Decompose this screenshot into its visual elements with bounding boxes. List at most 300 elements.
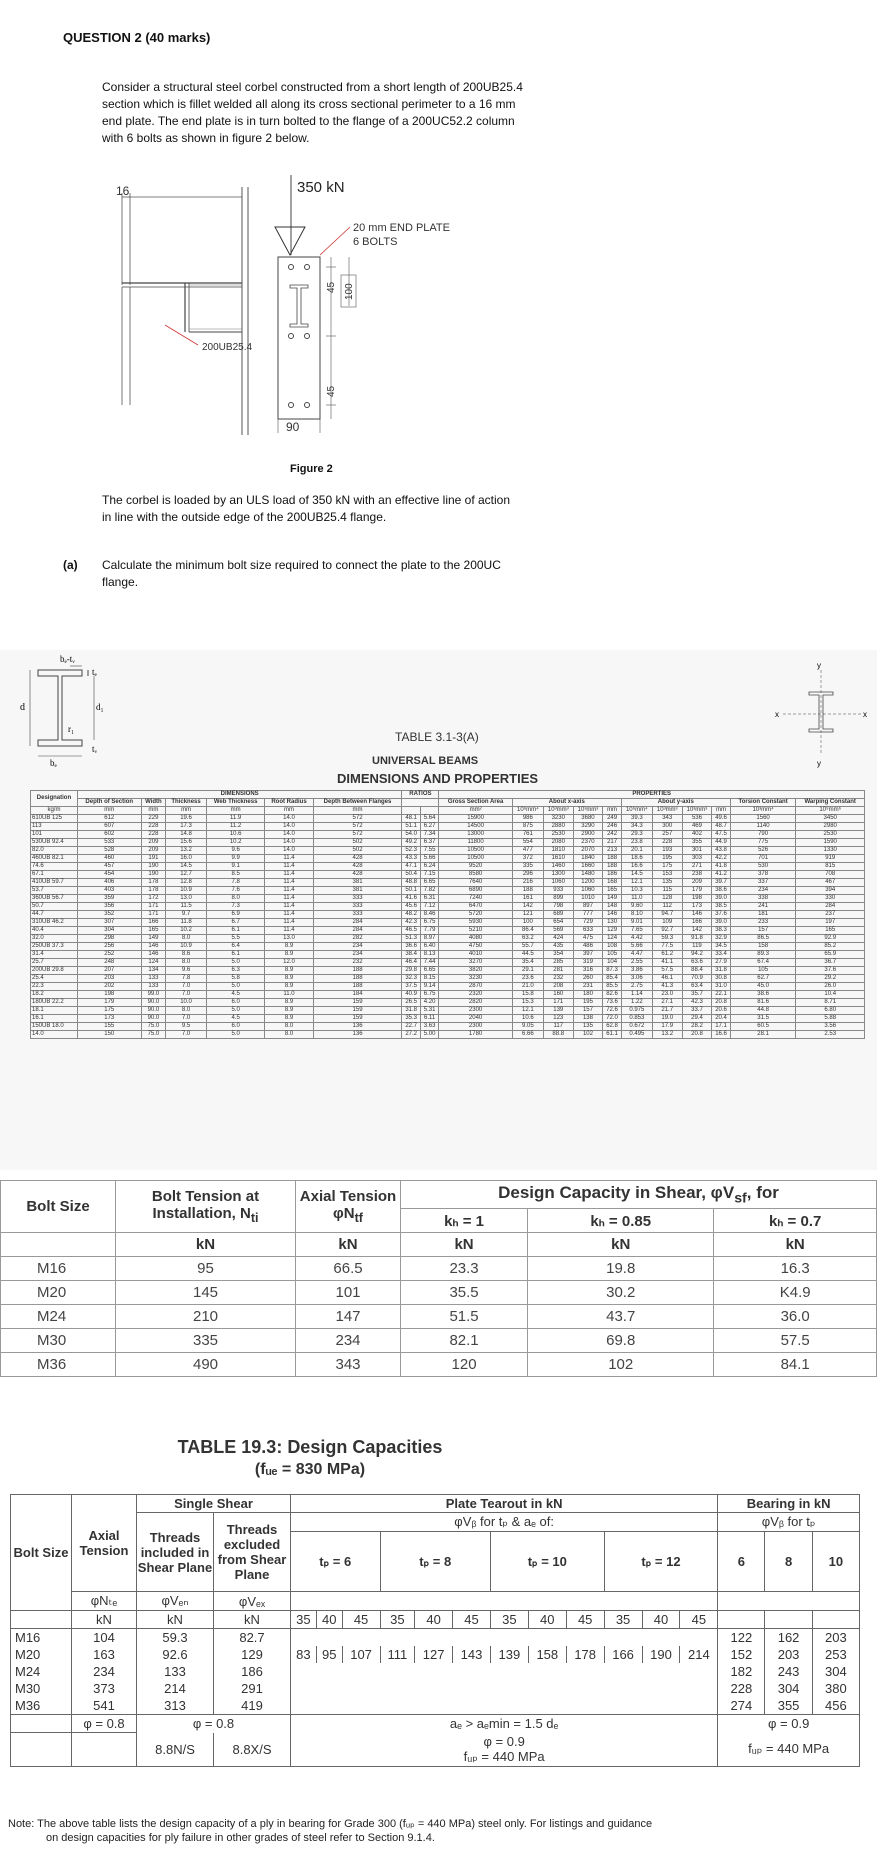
ub-cell: 701	[730, 855, 796, 863]
ub-cell: 44.9	[712, 839, 730, 847]
label-d: d	[20, 702, 25, 713]
ub-cell: 7.0	[166, 1031, 207, 1039]
ub-cell: 6.24	[420, 863, 438, 871]
ub-cell: 15.3	[512, 999, 543, 1007]
ub-cell: 149	[141, 935, 166, 943]
ub-cell: 5.5	[206, 935, 265, 943]
ub-cell: 14.0	[265, 839, 313, 847]
t2-bearing-sub: φVᵦ for tₚ	[718, 1513, 860, 1532]
ub-cell: 60.5	[730, 1023, 796, 1031]
ub-cell: 8.9	[265, 943, 313, 951]
bolt-value-cell: K4.9	[714, 1281, 877, 1305]
ub-cell: 41.1	[652, 959, 682, 967]
col-depth-between: Depth Between Flanges	[313, 799, 402, 807]
ub-cell: 3680	[573, 815, 603, 823]
ub-cell: 11.4	[265, 903, 313, 911]
t2-footer-fup-tear: fᵤₚ = 440 MPa	[463, 1748, 545, 1764]
t2-b8: 8	[765, 1532, 812, 1592]
ub-cell: 5.66	[420, 855, 438, 863]
ub-cell: 356	[77, 903, 141, 911]
ub-cell: 166	[141, 919, 166, 927]
bolt-hole	[305, 403, 310, 408]
ub-unit-cell: 10³mm³	[543, 807, 573, 815]
ub-cell: 2820	[439, 999, 512, 1007]
ub-cell: 11.0	[621, 895, 652, 903]
t2-axial-header: Axial Tension	[72, 1495, 137, 1592]
ub-cell: 146	[141, 951, 166, 959]
ub-cell: 73.6	[603, 999, 621, 1007]
ub-cell: 17.9	[652, 1023, 682, 1031]
ub-cell: 15900	[439, 815, 512, 823]
unit-cell: kN	[401, 1233, 528, 1257]
bolt-value-cell: 95	[116, 1257, 296, 1281]
ub-cell: 5.88	[796, 1015, 865, 1023]
ub-cell: 155	[77, 1023, 141, 1031]
ub-table-row	[31, 911, 865, 919]
ub-cell: 394	[796, 887, 865, 895]
ub-cell: 14.5	[621, 871, 652, 879]
ub-cell: 157	[730, 927, 796, 935]
ub-cell: 21.0	[512, 983, 543, 991]
t2-bearing: 152	[718, 1646, 765, 1663]
ub-cell: 6.3	[206, 967, 265, 975]
ub-cell: 5.0	[206, 983, 265, 991]
t2-phi-ntf: φNₜₑ	[72, 1592, 137, 1611]
t2-tearout: 166	[604, 1646, 642, 1663]
bolt-value-cell: 120	[401, 1353, 528, 1377]
ub-cell: 72.6	[603, 1007, 621, 1015]
ub-cell: 248	[77, 959, 141, 967]
shear-text: Design Capacity in Shear, φV	[498, 1183, 735, 1202]
ub-cell: 8.97	[420, 935, 438, 943]
ub-cell: 338	[730, 895, 796, 903]
ub-cell: 502	[313, 839, 402, 847]
dim-90: 90	[286, 420, 300, 434]
ub-cell: 612	[77, 815, 141, 823]
ub-cell: 2320	[439, 991, 512, 999]
ub-cell: 31.0	[712, 983, 730, 991]
t2-bolt-size: M16	[11, 1629, 72, 1647]
ub-cell: 161	[512, 895, 543, 903]
ub-cell: 6.1	[206, 927, 265, 935]
ub-unit-cell: 10⁶mm⁴	[512, 807, 543, 815]
ub-cell: 8.10	[621, 911, 652, 919]
ub-cell: 195	[573, 999, 603, 1007]
ub-cell: 75.0	[141, 1023, 166, 1031]
ub-cell: 14.0	[265, 815, 313, 823]
ub-cell: 94.2	[682, 951, 712, 959]
ub-cell: 355	[682, 839, 712, 847]
ub-cell: 48.8	[402, 879, 420, 887]
ub-cell: 191	[141, 855, 166, 863]
ub-cell: 7.15	[420, 871, 438, 879]
ub-cell: 2530	[543, 831, 573, 839]
ub-designation: 74.6	[31, 863, 78, 871]
load-label: 350 kN	[297, 179, 345, 196]
ub-cell: 37.6	[712, 911, 730, 919]
ub-cell: 129	[603, 927, 621, 935]
plate-note-1: 20 mm END PLATE	[353, 222, 450, 234]
ub-cell: 38.4	[402, 951, 420, 959]
t2-tearout-blank	[291, 1697, 718, 1715]
t2-ae-cell: 40	[415, 1611, 453, 1629]
t2-footer-ae: aₑ > aₑmin = 1.5 dₑ	[291, 1715, 718, 1733]
ub-cell: 10.0	[166, 999, 207, 1007]
ub-cell: 2880	[543, 823, 573, 831]
ub-cell: 8.0	[265, 1031, 313, 1039]
ub-cell: 158	[730, 943, 796, 951]
col-properties: PROPERTIES	[439, 791, 865, 799]
ub-cell: 14.0	[265, 823, 313, 831]
bolt-value-cell: 51.5	[401, 1305, 528, 1329]
axial-tension-header	[296, 1181, 401, 1233]
ub-table-row	[31, 959, 865, 967]
ub-cell: 875	[512, 823, 543, 831]
ub-cell: 5.0	[206, 959, 265, 967]
t2-bearing: 304	[812, 1663, 859, 1680]
ub-cell: 19.0	[652, 1015, 682, 1023]
ub-cell: 35.4	[512, 959, 543, 967]
ub-cell: 31.8	[402, 1007, 420, 1015]
figure-2-diagram	[90, 175, 570, 435]
ub-cell: 134	[141, 967, 166, 975]
ub-cell: 47.5	[712, 831, 730, 839]
ub-cell: 50.4	[402, 871, 420, 879]
ub-cell: 602	[77, 831, 141, 839]
t2-ae-cell: 35	[380, 1611, 415, 1629]
ub-cell: 300	[652, 823, 682, 831]
ub-cell: 1060	[573, 887, 603, 895]
part-a-label: (a)	[63, 558, 78, 572]
ub-cell: 3270	[439, 959, 512, 967]
ub-cell: 133	[141, 975, 166, 983]
ub-cell: 354	[543, 951, 573, 959]
ub-cell: 46.5	[402, 927, 420, 935]
ub-cell: 8.0	[206, 895, 265, 903]
ub-cell: 296	[512, 871, 543, 879]
ub-cell: 607	[77, 823, 141, 831]
ub-cell: 9.14	[420, 983, 438, 991]
ub-cell: 4.42	[621, 935, 652, 943]
plate-note-2: 6 BOLTS	[353, 236, 398, 248]
col-thickness: Thickness	[166, 799, 207, 807]
bolt-value-cell: 35.5	[401, 1281, 528, 1305]
ub-cell: 1330	[796, 847, 865, 855]
t2-tearout: 83	[291, 1646, 317, 1663]
bolt-size-header: Bolt Size	[1, 1181, 116, 1233]
ub-cell: 166	[682, 919, 712, 927]
ub-cell: 2900	[573, 831, 603, 839]
ub-cell: 188	[313, 967, 402, 975]
ub-cell: 502	[313, 847, 402, 855]
part-a-line: flange.	[102, 575, 139, 589]
t2-bolt-size: M36	[11, 1697, 72, 1715]
ub-cell: 9520	[439, 863, 512, 871]
ub-cell: 37.6	[796, 967, 865, 975]
ub-cell: 231	[573, 983, 603, 991]
ub-cell: 333	[313, 895, 402, 903]
bolt-value-cell: 43.7	[528, 1305, 714, 1329]
ub-cell: 109	[652, 919, 682, 927]
ub-cell: 26.5	[402, 999, 420, 1007]
t2-shear-inc: 214	[137, 1680, 214, 1697]
ub-cell: 8.0	[166, 959, 207, 967]
ub-cell: 1780	[439, 1031, 512, 1039]
ub-cell: 188	[313, 975, 402, 983]
t2-footer-phi-tear: φ = 0.9	[483, 1733, 525, 1749]
ub-cell: 381	[313, 879, 402, 887]
ub-cell: 124	[141, 959, 166, 967]
t2-tearout-blank	[291, 1680, 718, 1697]
ub-table-row	[31, 895, 865, 903]
bolt-value-cell: 66.5	[296, 1257, 401, 1281]
ub-cell: 7.55	[420, 847, 438, 855]
ub-cell: 38.6	[730, 991, 796, 999]
ub-cell: 181	[730, 911, 796, 919]
ub-cell: 75.0	[141, 1031, 166, 1039]
ub-cell: 899	[543, 895, 573, 903]
t2-ae-cell: 45	[566, 1611, 604, 1629]
t2-empty	[718, 1611, 765, 1629]
t2-empty	[765, 1611, 812, 1629]
ub-cell: 38.6	[712, 887, 730, 895]
ub-cell: 6.1	[206, 951, 265, 959]
ub-cell: 335	[512, 863, 543, 871]
ub-cell: 467	[796, 879, 865, 887]
bolt-value-cell: 490	[116, 1353, 296, 1377]
t2-tearout: 111	[380, 1646, 415, 1663]
ub-cell: 8.0	[166, 1007, 207, 1015]
ub-cell: 8.0	[166, 935, 207, 943]
ub-cell: 238	[682, 871, 712, 879]
t2-bolt-size-header: Bolt Size	[11, 1495, 72, 1611]
dim-45-top: 45	[326, 281, 337, 293]
ub-designation: 410UB 59.7	[31, 879, 78, 887]
ub-cell: 217	[603, 839, 621, 847]
ub-cell: 428	[313, 863, 402, 871]
ub-cell: 172	[141, 895, 166, 903]
ub-cell: 5.8	[206, 975, 265, 983]
ub-cell: 65.9	[796, 951, 865, 959]
ub-cell: 486	[573, 943, 603, 951]
ub-cell: 228	[652, 839, 682, 847]
ub-unit-cell	[402, 807, 420, 815]
ub-cell: 11.4	[265, 879, 313, 887]
ub-cell: 5.0	[206, 1031, 265, 1039]
ub-cell: 62.7	[730, 975, 796, 983]
ub-designation: 180UB 22.2	[31, 999, 78, 1007]
ub-designation: 32.0	[31, 935, 78, 943]
ub-cell: 15.8	[512, 991, 543, 999]
t2-axial: 373	[72, 1680, 137, 1697]
ub-cell: 16.6	[621, 863, 652, 871]
ub-cell: 49.6	[712, 815, 730, 823]
ub-cell: 146	[141, 943, 166, 951]
t2-phi-vfn: φVₑₙ	[137, 1592, 214, 1611]
ub-table-row	[31, 879, 865, 887]
ub-designation: 40.4	[31, 927, 78, 935]
t2-tearout: 158	[528, 1646, 566, 1663]
i-section-profile	[290, 285, 308, 327]
ub-designation: 82.0	[31, 847, 78, 855]
t2-unit: kN	[214, 1611, 291, 1629]
ub-cell: 11.4	[265, 887, 313, 895]
ub-cell: 6.37	[420, 839, 438, 847]
t2-tp10: tₚ = 10	[490, 1532, 604, 1592]
intro-line: section which is fillet welded all along its cross sectional perimeter to a 16 mm	[102, 97, 516, 111]
ub-cell: 1140	[730, 823, 796, 831]
t2-ae-cell: 45	[680, 1611, 718, 1629]
ub-cell: 406	[77, 879, 141, 887]
ub-cell: 0.853	[621, 1015, 652, 1023]
ub-cell: 536	[682, 815, 712, 823]
ub-cell: 52.3	[402, 847, 420, 855]
ub-cell: 12.1	[512, 1007, 543, 1015]
ub-cell: 46.4	[402, 959, 420, 967]
label-r1: r₁	[68, 724, 75, 734]
ub-table-row	[31, 855, 865, 863]
ub-cell: 12.8	[166, 879, 207, 887]
ub-cell: 77.5	[652, 943, 682, 951]
ub-cell: 13.0	[166, 895, 207, 903]
ub-cell: 27.2	[402, 1031, 420, 1039]
ub-cell: 61.2	[652, 951, 682, 959]
ub-cell: 8.71	[796, 999, 865, 1007]
table-19-3-title: TABLE 19.3: Design Capacities	[177, 1437, 443, 1457]
ub-cell: 234	[313, 951, 402, 959]
ub-cell: 23.0	[652, 991, 682, 999]
table-19-3	[10, 1494, 860, 1767]
ub-cell: 10.9	[166, 943, 207, 951]
axial-text: Axial Tension φN	[299, 1188, 397, 1223]
ub-cell: 105	[603, 951, 621, 959]
t2-axial: 234	[72, 1663, 137, 1680]
ub-cell: 2870	[439, 983, 512, 991]
ub-cell: 104	[603, 959, 621, 967]
part-a-text	[102, 557, 501, 591]
dim-100: 100	[344, 283, 355, 300]
loading-description	[102, 492, 510, 526]
ub-cell: 17.3	[166, 823, 207, 831]
ub-cell: 403	[77, 887, 141, 895]
t2-tp12: tₚ = 12	[604, 1532, 718, 1592]
ub-cell: 20.4	[712, 1015, 730, 1023]
ub-table-row	[31, 815, 865, 823]
ub-cell: 572	[313, 815, 402, 823]
bolt-table-row	[1, 1305, 877, 1329]
t2-bearing: 253	[812, 1646, 859, 1663]
ub-cell: 8.9	[265, 975, 313, 983]
ub-cell: 11.4	[265, 895, 313, 903]
ub-cell: 178	[141, 879, 166, 887]
unit-cell: kN	[116, 1233, 296, 1257]
ub-cell: 57.5	[652, 967, 682, 975]
ub-cell: 10.6	[206, 831, 265, 839]
ub-cell: 284	[796, 903, 865, 911]
ub-cell: 228	[141, 831, 166, 839]
t2-phi-vfx: φVₑₓ	[214, 1592, 291, 1611]
t2-ae-cell: 35	[604, 1611, 642, 1629]
ub-cell: 216	[512, 879, 543, 887]
ub-cell: 102	[573, 1031, 603, 1039]
t2-footer-phi-bear: φ = 0.9	[718, 1715, 860, 1733]
t2-shear-exc: 419	[214, 1697, 291, 1715]
ub-cell: 209	[682, 879, 712, 887]
ub-cell: 424	[543, 935, 573, 943]
t2-axial: 163	[72, 1646, 137, 1663]
ub-table-row	[31, 1023, 865, 1031]
t2-unit: kN	[137, 1611, 214, 1629]
ub-section-sketch	[10, 652, 130, 782]
ub-cell: 7.82	[420, 887, 438, 895]
ub-cell: 117	[543, 1023, 573, 1031]
ub-cell: 33.4	[712, 951, 730, 959]
t2-bearing: 380	[812, 1680, 859, 1697]
ub-cell: 252	[77, 951, 141, 959]
ub-cell: 798	[543, 903, 573, 911]
ub-cell: 149	[603, 895, 621, 903]
t2-tearout: 178	[566, 1646, 604, 1663]
bolt-value-cell: 234	[296, 1329, 401, 1353]
bolt-size-cell: M16	[1, 1257, 116, 1281]
ub-cell: 85.4	[603, 975, 621, 983]
ub-cell: 138	[573, 1015, 603, 1023]
ub-cell: 11800	[439, 839, 512, 847]
ub-cell: 92.7	[652, 927, 682, 935]
ub-cell: 27.9	[712, 959, 730, 967]
ub-table-row	[31, 1015, 865, 1023]
ub-cell: 63.4	[682, 983, 712, 991]
col-web: Web Thickness	[206, 799, 265, 807]
bolt-value-cell: 16.3	[714, 1257, 877, 1281]
ub-cell: 171	[141, 911, 166, 919]
bolt-table-row	[1, 1353, 877, 1377]
ub-cell: 54.0	[402, 831, 420, 839]
bolt-table-row	[1, 1281, 877, 1305]
ub-cell: 303	[682, 855, 712, 863]
ub-table-row	[31, 823, 865, 831]
ub-table-row	[31, 863, 865, 871]
ub-cell: 21.7	[652, 1007, 682, 1015]
ub-cell: 8.9	[265, 999, 313, 1007]
ub-cell: 8.46	[420, 911, 438, 919]
t2-bearing: 456	[812, 1697, 859, 1715]
t2-bearing-header: Bearing in kN	[718, 1495, 860, 1513]
intro-line: with 6 bolts as shown in figure 2 below.	[102, 131, 310, 145]
ub-cell: 6.66	[512, 1031, 543, 1039]
ub-cell: 654	[543, 919, 573, 927]
ub-cell: 933	[543, 887, 573, 895]
ub-designation: 53.7	[31, 887, 78, 895]
t2-tearout-blank	[291, 1663, 718, 1680]
ub-cell: 5720	[439, 911, 512, 919]
ub-axis-sketch	[775, 662, 870, 772]
ub-designation: 360UB 56.7	[31, 895, 78, 903]
ub-unit-cell: mm	[166, 807, 207, 815]
ub-cell: 28.1	[730, 1031, 796, 1039]
ub-table-row	[31, 919, 865, 927]
ub-cell: 572	[313, 823, 402, 831]
ub-cell: 4.5	[206, 991, 265, 999]
t2-shear-exc: 129	[214, 1646, 291, 1663]
ub-cell: 61.1	[603, 1031, 621, 1039]
unit-cell: kN	[296, 1233, 401, 1257]
ub-cell: 12.7	[166, 871, 207, 879]
ub-unit-cell: mm²	[439, 807, 512, 815]
t2-ae-cell: 40	[642, 1611, 680, 1629]
bolt-value-cell: 102	[528, 1353, 714, 1377]
ub-table-row	[31, 983, 865, 991]
